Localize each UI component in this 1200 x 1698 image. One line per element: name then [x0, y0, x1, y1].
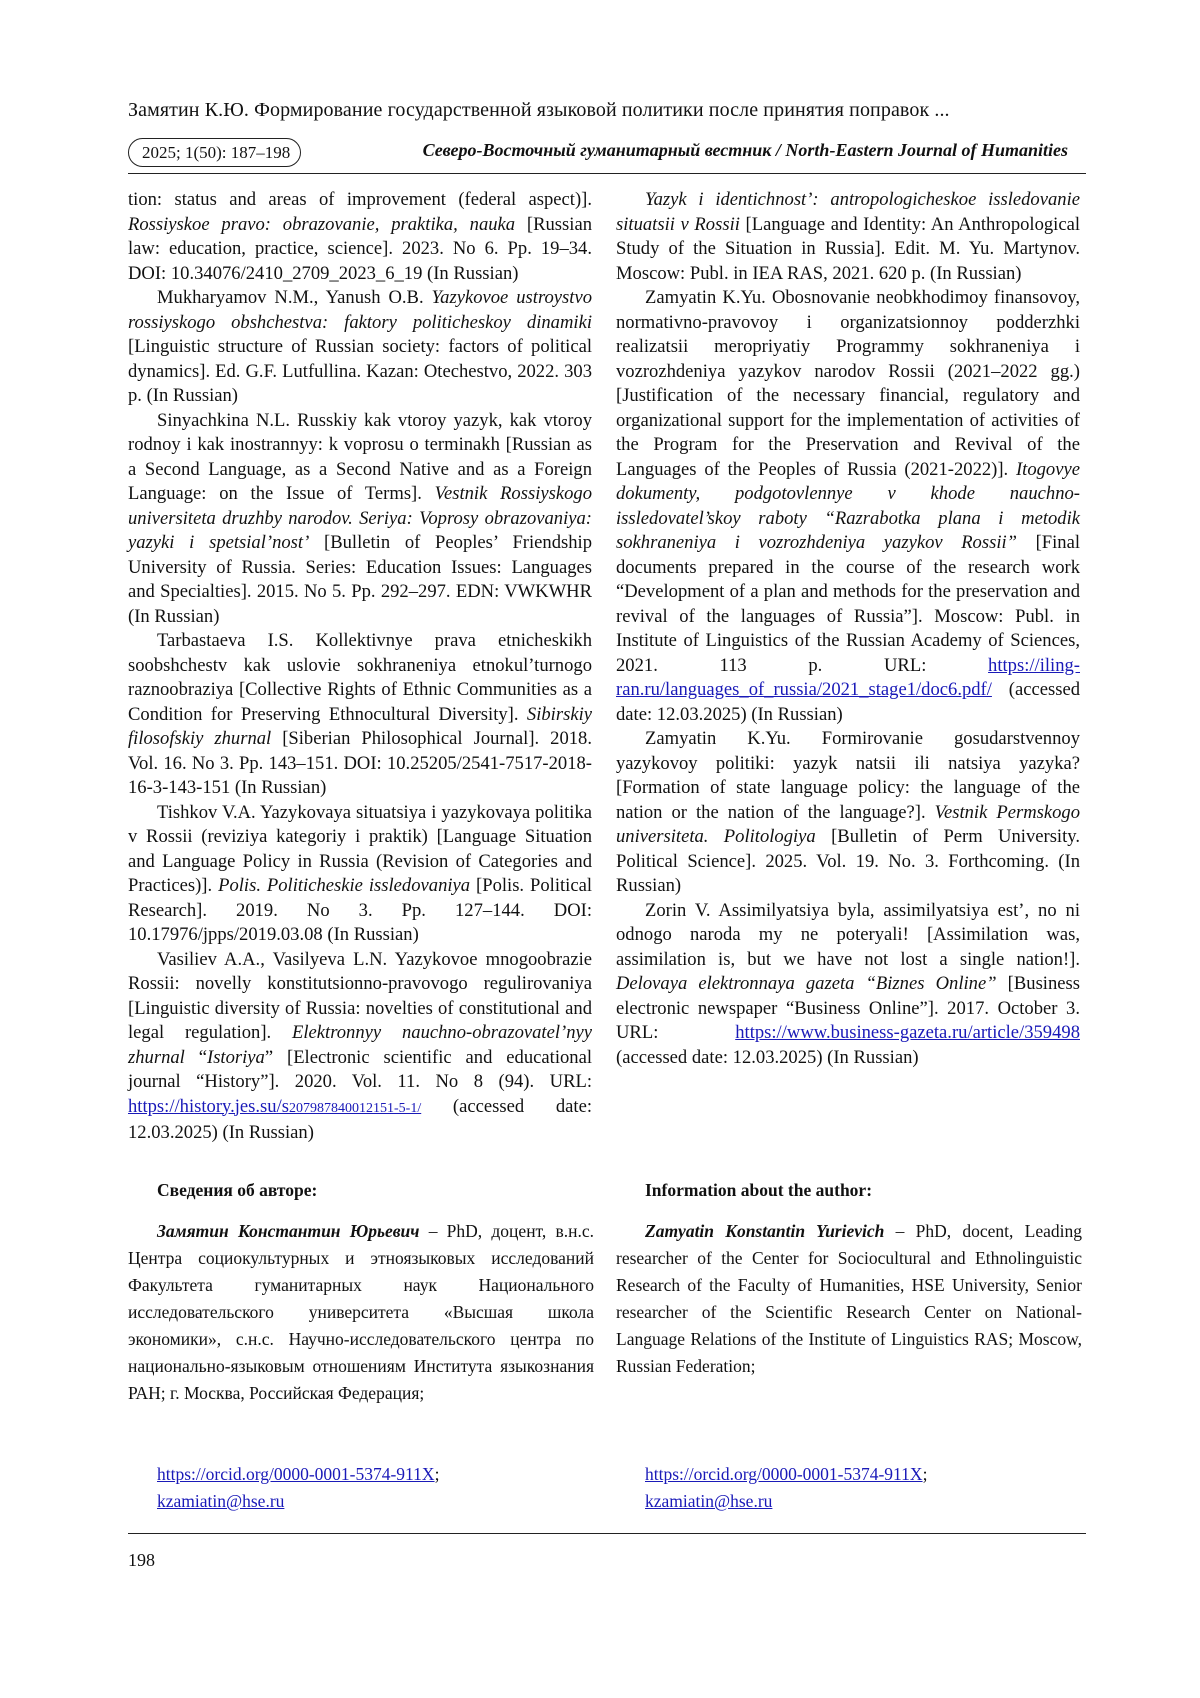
author-links-ru: https://orcid.org/0000-0001-5374-911X; kzamiatin@hse.ru: [157, 1464, 440, 1511]
reference-entry: Zamyatin K.Yu. Obosnovanie neobkhodimoy finansovoy, normativno-pravovoy i organizatsionnoy podderzhki realizatsii meropriyatiy Programmy sokhraneniya i vozrozhdeniya yazykov narodov Rossii (2021–2022 gg.) [Justification of the necessary financial, regulatory and organizational support for the implementation of activities of the Program for the Preservation and Revival of the Languages of the Peoples of Russia (2021-2022)]. Itogovye dokumenty, podgotovlennye v khode nauchno-issledovatel’skoy raboty “Razrabotka plana i metodik sokhraneniya i vozrozhdeniya yazykov Rossii” [Final documents prepared in the course of the research work “Development of a plan and methods for the preservation and revival of the languages of Russia”]. Moscow: Publ. in Institute of Linguistics of the Russian Academy of Sciences, 2021. 113 p. URL: https://iling-ran.ru/languages_of_russia/2021_stage1/doc6.pdf/ (accessed date: 12.03.2025) (In Russian): [616, 287, 1080, 725]
reference-entry: Zorin V. Assimilyatsiya byla, assimilyatsiya est’, no ni odnogo naroda my ne poteryali! [Assimilation was, assimilation is, but we have not lost a single nation!]. Delovaya elektronnaya gazeta “Biznes Online” [Business electronic newspaper “Business Online”]. 2017. October 3. URL: https://www.business-gazeta.ru/article/359498 (accessed date: 12.03.2025) (In Russian): [616, 899, 1080, 1068]
author-bio-ru: Замятин Константин Юрьевич – PhD, доцент, в.н.с. Центра социокультурных и этноязыковых исследований Факультета гуманитарных наук Национального исследовательского университета «Высшая школа экономики», с.н.с. Научно-исследовательского центра по национально-языковым отношениям Института языкознания РАН; г. Москва, Российская Федерация;: [128, 1221, 595, 1403]
author-heading-en: Information about the author:: [645, 1180, 873, 1200]
reference-link[interactable]: https://iling-ran.ru/languages_of_russia/2021_stage1/doc6.pdf/: [616, 654, 1080, 700]
author-bio-en: Zamyatin Konstantin Yurievich – PhD, docent, Leading researcher of the Center for Sociocultural and Ethnolinguistic Research of the Faculty of Humanities, HSE University, Senior researcher of the Scientific Research Center on National-Language Relations of the Institute of Linguistics RAS; Moscow, Russian Federation;: [616, 1221, 1082, 1376]
author-name-en: Zamyatin Konstantin Yurievich: [645, 1221, 885, 1241]
reference-entry: Zamyatin K.Yu. Formirovanie gosudarstvennoy yazykovoy politiki: yazyk natsii ili natsiya yazyka? [Formation of state language policy: the language of the nation or the nation of the language?]. Vestnik Permskogo universiteta. Politologiya [Bulletin of Perm University. Political Science]. 2025. Vol. 19. No. 3. Forthcoming. (In Russian): [616, 728, 1081, 896]
header-divider: [128, 173, 1086, 174]
running-title: Замятин К.Ю. Формирование государственной языковой политики после принятия поправок ...: [128, 99, 950, 121]
author-heading-ru: Сведения об авторе:: [157, 1180, 318, 1200]
reference-link[interactable]: https://www.business-gazeta.ru/article/359498: [735, 1022, 1080, 1043]
reference-entry: Yazyk i identichnost’: antropologicheskoe issledovanie situatsii v Rossii [Language and Identity: An Anthropological Study of the Situation in Russia]. Edit. M. Yu. Martynov. Moscow: Publ. in IEA RAS, 2021. 620 p. (In Russian): [616, 189, 1081, 284]
orcid-link[interactable]: https://orcid.org/0000-0001-5374-911X: [645, 1464, 923, 1484]
references-right-column: [616, 188, 1080, 1070]
reference-entry: Mukharyamov N.M., Yanush O.B. Yazykovoe ustroystvo rossiyskogo obshchestva: faktory politicheskoy dinamiki [Linguistic structure of Russian society: factors of political dynamics]. Ed. G.F. Lutfullina. Kazan: Otechestvo, 2022. 303 p. (In Russian): [128, 287, 592, 406]
reference-entry: tion: status and areas of improvement (federal aspect)]. Rossiyskoe pravo: obrazovanie, praktika, nauka [Russian law: education, practice, science]. 2023. No 6. Pp. 19–34. DOI: 10.34076/2410_2709_2023_6_19 (In Russian): [128, 189, 592, 284]
reference-entry: Tishkov V.A. Yazykovaya situatsiya i yazykovaya politika v Rossii (reviziya kategoriy i praktik) [Language Situation and Language Policy in Russia (Revision of Categories and Practices)]. Polis. Politicheskie issledovaniya [Polis. Political Research]. 2019. No 3. Pp. 127–144. DOI: 10.17976/jpps/2019.03.08 (In Russian): [128, 801, 592, 945]
reference-entry: Sinyachkina N.L. Russkiy kak vtoroy yazyk, kak vtoroy rodnoy i kak inostrannyy: k voprosu o terminakh [Russian as a Second Language, as a Second Native and as a Foreign Language: on the Issue of Terms]. Vestnik Rossiyskogo universiteta druzhby narodov. Seriya: Voprosy obrazovaniya: yazyki i spetsial’nost’ [Bulletin of Peoples’ Friendship University of Russia. Series: Education Issues: Languages and Specialties]. 2015. No 5. Pp. 292–297. EDN: VWKWHR (In Russian): [128, 409, 592, 627]
orcid-link[interactable]: https://orcid.org/0000-0001-5374-911X: [157, 1464, 435, 1484]
footer-divider: [128, 1533, 1086, 1534]
reference-entry: Vasiliev A.A., Vasilyeva L.N. Yazykovoe mnogoobrazie Rossii: novelly konstitutsionno-pravovogo regulirovaniya [Linguistic diversity of Russia: novelties of constitutional and legal regulation]. Elektronnyy nauchno-obrazovatel’nyy zhurnal “Istoriya” [Electronic scientific and educational journal “History”]. 2020. Vol. 11. No 8 (94). URL: https://history.jes.su/s207987840012151-5-1/ (accessed date: 12.03.2025) (In Russian): [128, 948, 592, 1143]
email-link[interactable]: kzamiatin@hse.ru: [157, 1491, 285, 1511]
email-link[interactable]: kzamiatin@hse.ru: [645, 1491, 773, 1511]
references-left-column: [128, 188, 592, 1146]
issue-badge: 2025; 1(50): 187–198: [128, 138, 301, 167]
author-name-ru: Замятин Константин Юрьевич: [157, 1221, 420, 1241]
author-links-en: https://orcid.org/0000-0001-5374-911X; kzamiatin@hse.ru: [645, 1464, 928, 1511]
page-number: 198: [128, 1550, 155, 1570]
reference-link[interactable]: https://history.jes.su/s207987840012151-5-1/: [128, 1095, 422, 1117]
journal-name: Северо-Восточный гуманитарный вестник / North-Eastern Journal of Humanities: [422, 140, 1068, 160]
header-row: [128, 136, 1086, 170]
reference-entry: Tarbastaeva I.S. Kollektivnye prava etnicheskikh soobshchestv kak uslovie sokhraneniya etnokul’turnogo raznoobraziya [Collective Rights of Ethnic Communities as a Condition for Preserving Ethnocultural Diversity]. Sibirskiy filosofskiy zhurnal [Siberian Philosophical Journal]. 2018. Vol. 16. No 3. Pp. 143–151. DOI: 10.25205/2541-7517-2018-16-3-143-151 (In Russian): [128, 630, 592, 798]
